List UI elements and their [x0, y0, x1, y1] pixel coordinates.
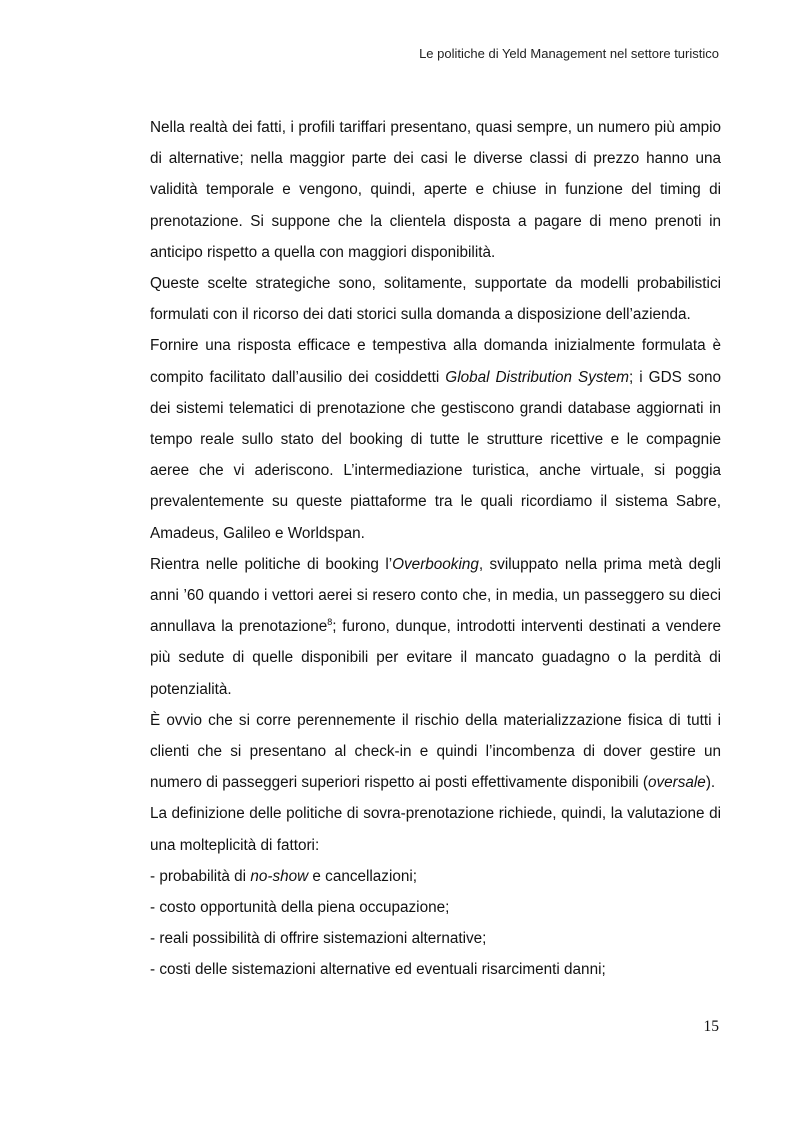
- italic-term-oversale: oversale: [647, 774, 706, 792]
- text-run: È ovvio che si corre perennemente il rischio della materializzazione fisica di tutti i clienti che si presentano al check-in e quindi l’incombenza di dover gestire un numero di passeggeri superiori rispetto ai posti effettivamente disponibili (: [150, 711, 721, 792]
- text-run: - probabilità di: [150, 867, 251, 885]
- text-run: Fornire una risposta efficace e tempestiva alla domanda inizialmente formulata è compito facilitato dall’ausilio dei cosiddetti: [150, 337, 721, 386]
- text-run: , sviluppato nella prima metà degli anni ’60 quando i vettori aerei si resero conto che, in media, un passeggero su dieci annullava la prenotazione: [150, 555, 721, 636]
- text-run: e cancellazioni;: [308, 867, 418, 885]
- list-item: - costo opportunità della piena occupazione;: [150, 899, 450, 917]
- text-run: ; furono, dunque, introdotti interventi destinati a vendere più sedute di quelle disponibili per evitare il mancato guadagno o la perdità di potenzialità.: [150, 618, 721, 698]
- running-header: Le politiche di Yeld Management nel settore turistico: [419, 46, 719, 61]
- text-run: Rientra nelle politiche di booking l’: [150, 555, 393, 573]
- footnote-reference: 8: [327, 617, 333, 628]
- paragraph-price-profiles: Nella realtà dei fatti, i profili tariffari presentano, quasi sempre, un numero più ampio di alternative; nella maggior parte dei casi le diverse classi di prezzo hanno una validità temporale e vengono, quindi, aperte e chiuse in funzione del timing di prenotazione. Si suppone che la clientela disposta a pagare di meno prenoti in anticipo rispetto a quella con maggiori disponibilità.: [150, 119, 721, 261]
- paragraph-overbooking: [150, 549, 721, 705]
- paragraph-gds: [150, 330, 721, 548]
- text-run: ; i GDS sono dei sistemi telematici di prenotazione che gestiscono grandi database aggiornati in tempo reale sullo stato del booking di tutte le strutture ricettive e le compagnie aeree che vi aderiscono. L’intermediazione turistica, anche virtuale, si poggia prevalentemente su queste piattaforme tra le quali ricordiamo il sistema Sabre, Amadeus, Galileo e Worldspan.: [150, 368, 721, 542]
- italic-term-gds: Global Distribution System: [445, 368, 630, 386]
- paragraph-oversale: [150, 705, 721, 799]
- paragraph-factors-intro: La definizione delle politiche di sovra-prenotazione richiede, quindi, la valutazione di una molteplicità di fattori:: [150, 805, 721, 854]
- italic-term-no-show: no-show: [250, 867, 309, 885]
- page-number: 15: [703, 1018, 719, 1035]
- italic-term-overbooking: Overbooking: [392, 555, 479, 573]
- text-run: ).: [705, 774, 716, 792]
- list-item: [150, 861, 721, 892]
- list-item: - costi delle sistemazioni alternative ed eventuali risarcimenti danni;: [150, 961, 606, 979]
- body-text: [150, 112, 721, 986]
- list-item: - reali possibilità di offrire sistemazioni alternative;: [150, 930, 487, 948]
- paragraph-strategic-choices: Queste scelte strategiche sono, solitamente, supportate da modelli probabilistici formulati con il ricorso dei dati storici sulla domanda a disposizione dell’azienda.: [150, 275, 721, 324]
